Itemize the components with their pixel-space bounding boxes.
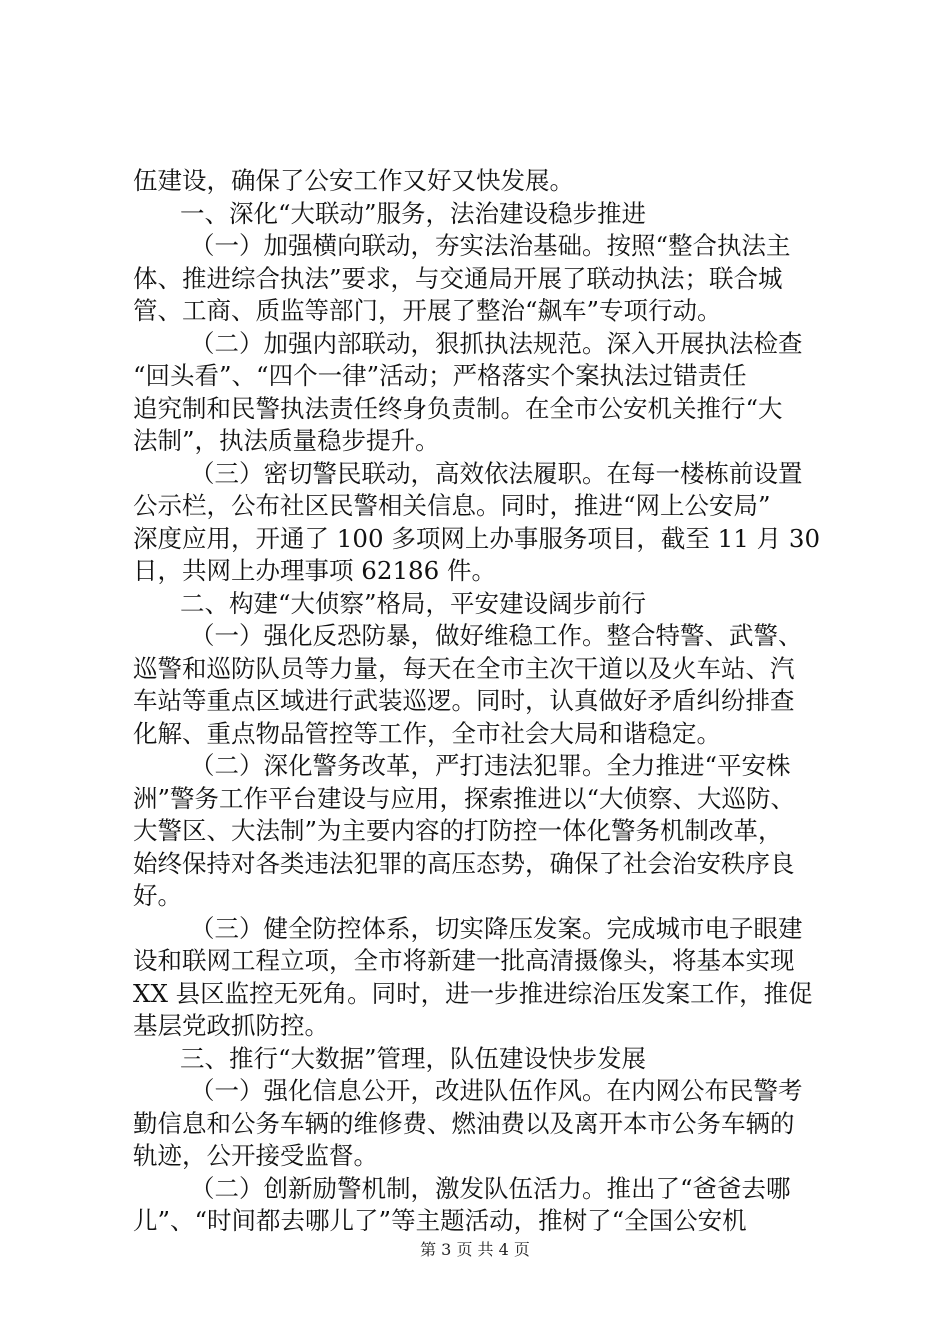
text-line: 洲”警务工作平台建设与应用，探索推进以“大侦察、大巡防、 <box>133 783 796 813</box>
text-line: （一）强化反恐防暴，做好维稳工作。整合特警、武警、 <box>190 621 803 650</box>
text-line: 管、工商、质监等部门，开展了整治“飙车”专项行动。 <box>133 296 722 325</box>
text-line: 勤信息和公务车辆的维修费、燃油费以及离开本市公务车辆的 <box>133 1108 795 1138</box>
text-line: 设和联网工程立项，全市将新建一批高清摄像头，将基本实现 <box>133 946 795 975</box>
document-body <box>133 165 823 1238</box>
text-line: 基层党政抓防控。 <box>133 1011 329 1040</box>
text-line: （一）强化信息公开，改进队伍作风。在内网公布民警考 <box>190 1076 803 1105</box>
text-line: 车站等重点区域进行武装巡逻。同时，认真做好矛盾纠纷排查 <box>133 686 795 715</box>
text-line: 始终保持对各类违法犯罪的高压态势，确保了社会治安秩序良 <box>133 848 795 878</box>
text-line: 日，共网上办理事项 62186 件。 <box>133 556 497 585</box>
text-line: “回头看”、“四个一律”活动；严格落实个案执法过错责任 <box>133 361 747 390</box>
text-line: （二）加强内部联动，狠抓执法规范。深入开展执法检查 <box>190 328 803 358</box>
text-line: 儿”、“时间都去哪儿了”等主题活动，推树了“全国公安机 <box>133 1206 747 1235</box>
section-heading: 三、推行“大数据”管理，队伍建设快步发展 <box>180 1043 647 1073</box>
text-line: 追究制和民警执法责任终身负责制。在全市公安机关推行“大 <box>133 393 783 423</box>
section-heading: 二、构建“大侦察”格局，平安建设阔步前行 <box>180 588 647 618</box>
text-line: 体、推进综合执法”要求，与交通局开展了联动执法；联合城 <box>133 263 783 293</box>
page-footer <box>0 1240 950 1260</box>
text-line: （二）创新励警机制，激发队伍活力。推出了“爸爸去哪 <box>190 1173 791 1203</box>
text-line: （三）健全防控体系，切实降压发案。完成城市电子眼建 <box>190 913 803 943</box>
text-line: 法制”，执法质量稳步提升。 <box>133 426 440 455</box>
text-line: 伍建设，确保了公安工作又好又快发展。 <box>133 166 574 195</box>
text-line: 巡警和巡防队员等力量，每天在全市主次干道以及火车站、汽 <box>133 653 795 683</box>
text-line: 深度应用，开通了 100 多项网上办事服务项目，截至 11 月 30 <box>133 523 821 553</box>
text-line: （一）加强横向联动，夯实法治基础。按照“整合执法主 <box>190 231 791 260</box>
text-line: （二）深化警务改革，严打违法犯罪。全力推进“平安株 <box>190 751 791 780</box>
text-line: 好。 <box>133 881 182 910</box>
text-line: 公示栏，公布社区民警相关信息。同时，推进“网上公安局” <box>133 491 771 520</box>
text-line: 大警区、大法制”为主要内容的打防控一体化警务机制改革， <box>133 816 783 845</box>
text-line: XX 县区监控无死角。同时，进一步推进综治压发案工作，推促 <box>133 978 813 1008</box>
text-line: （三）密切警民联动，高效依法履职。在每一楼栋前设置 <box>190 458 803 488</box>
text-line: 轨迹，公开接受监督。 <box>133 1141 378 1170</box>
section-heading: 一、深化“大联动”服务，法治建设稳步推进 <box>180 198 647 228</box>
page-number-label: 第 3 页 共 4 页 <box>420 1240 530 1259</box>
text-line: 化解、重点物品管控等工作，全市社会大局和谐稳定。 <box>133 718 721 748</box>
